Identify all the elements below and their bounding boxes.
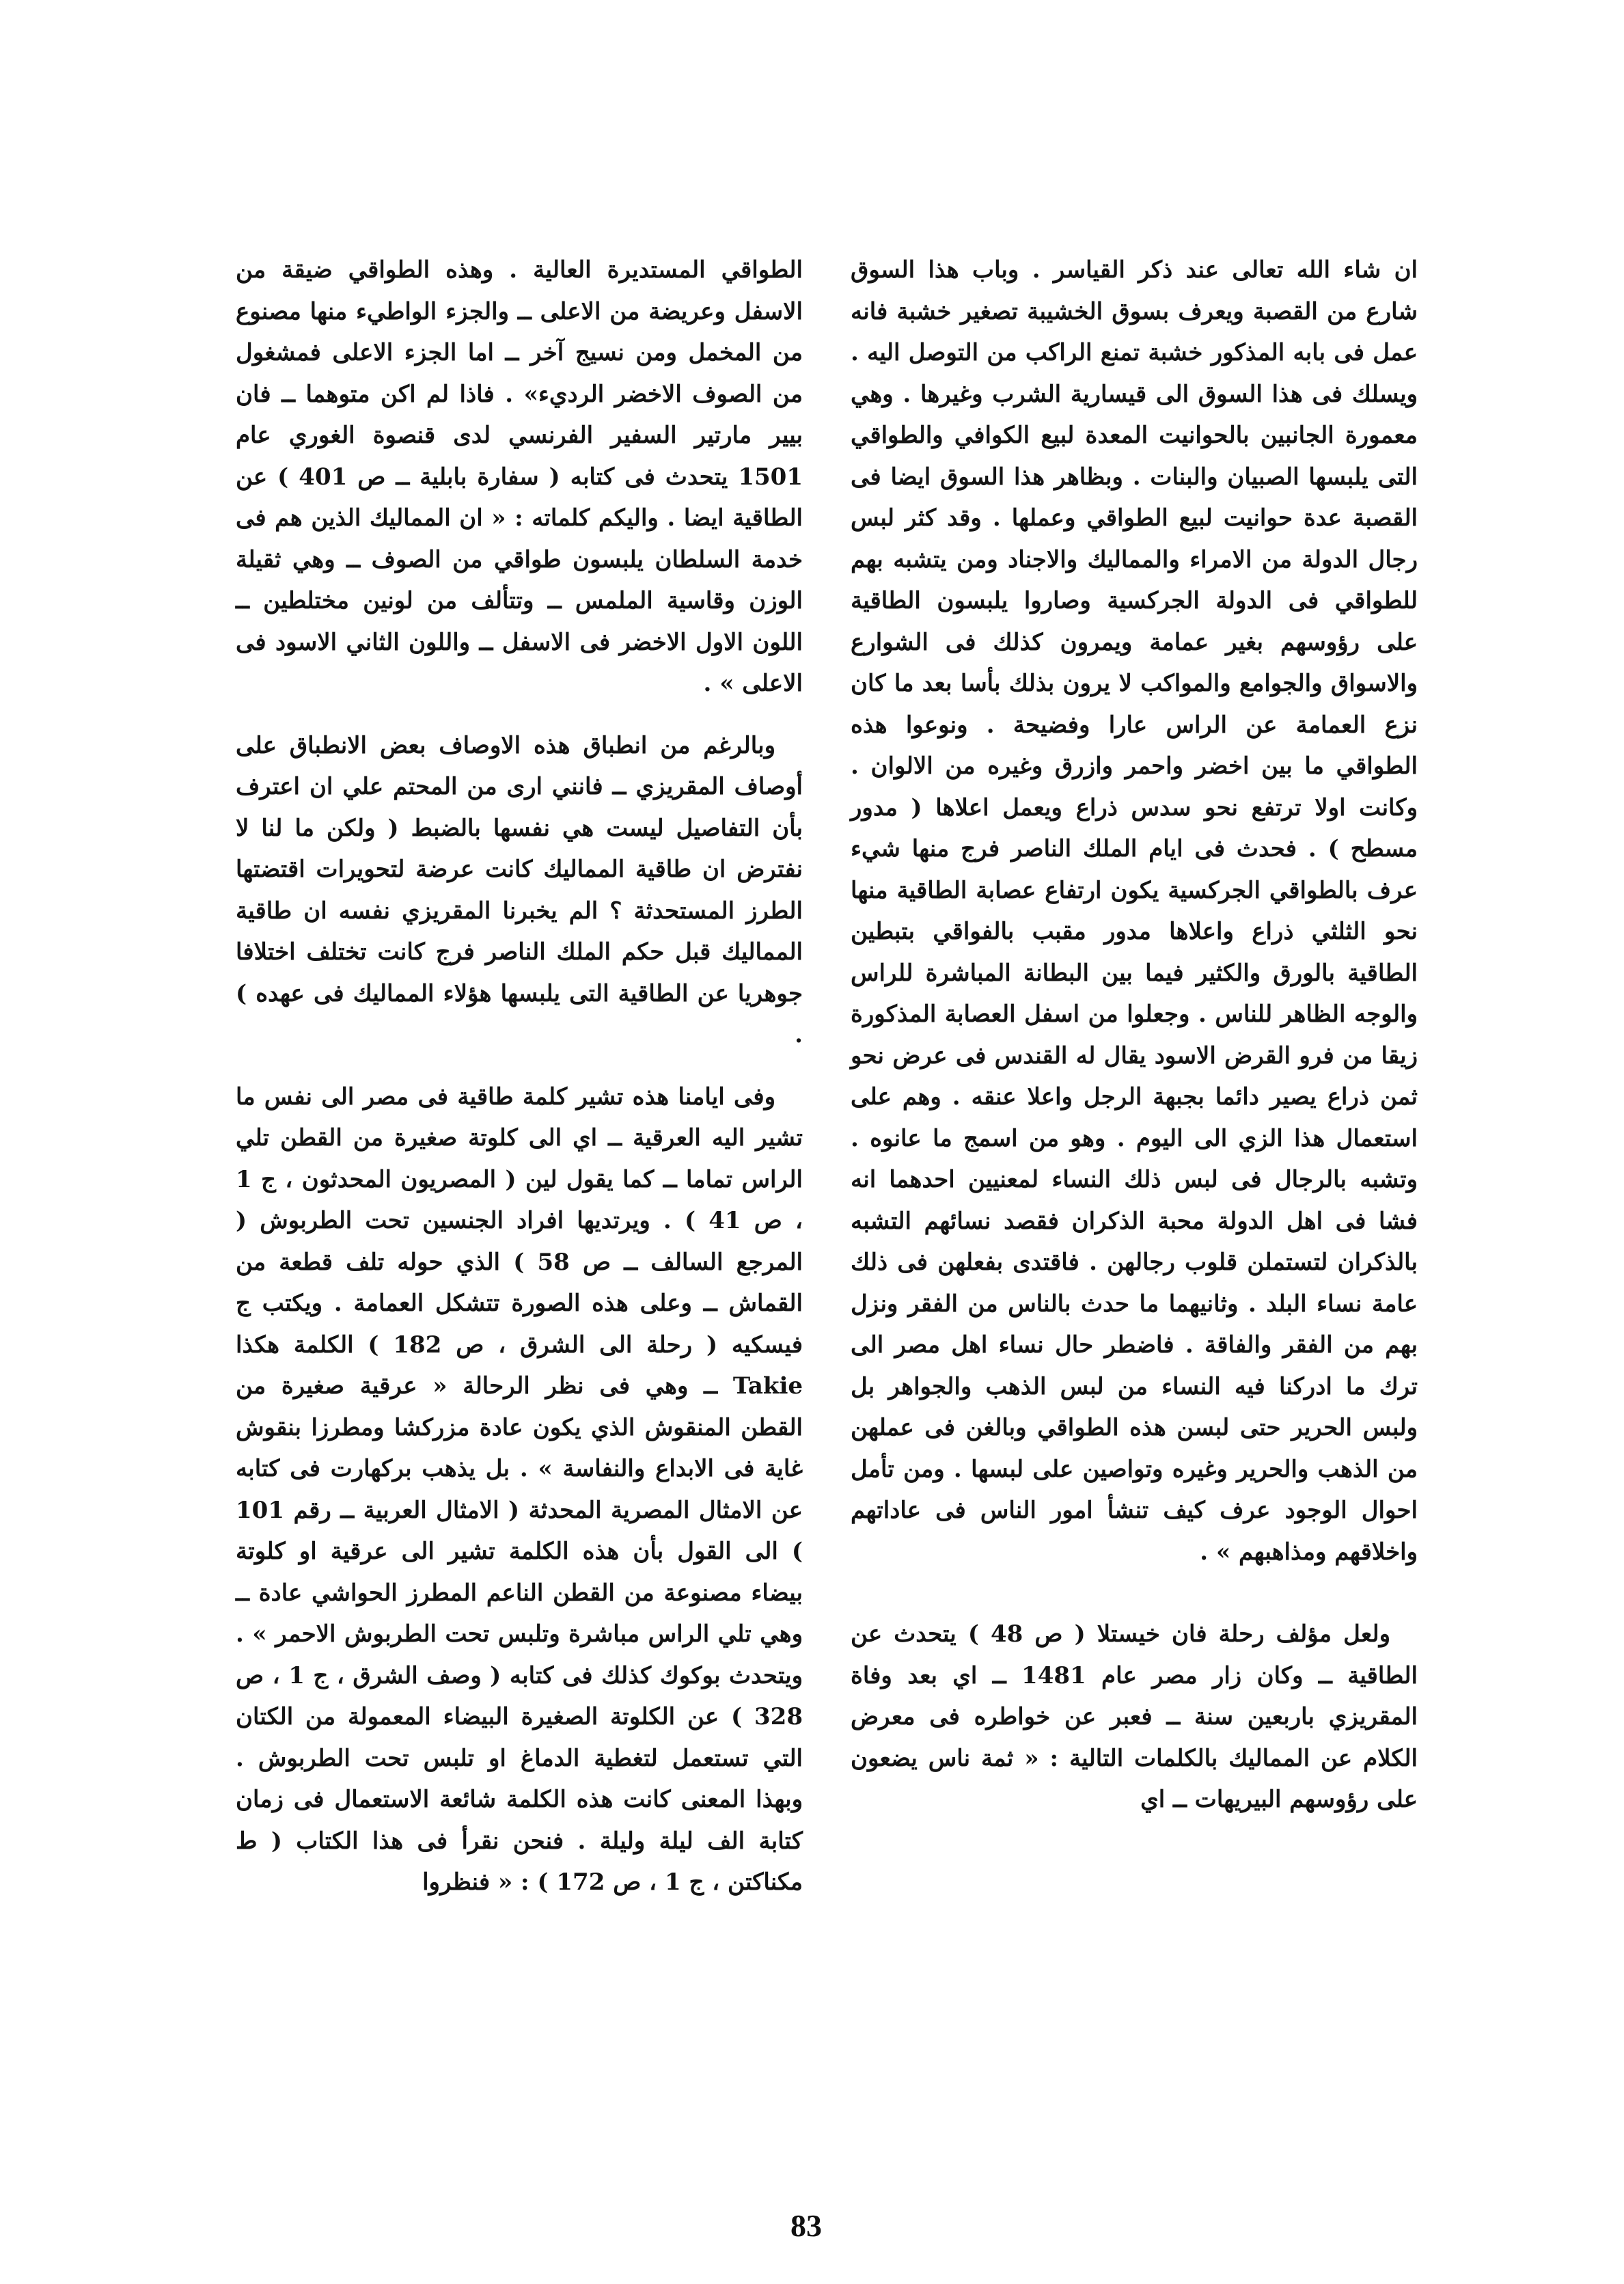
left-column — [236, 249, 803, 1903]
paragraph: وبالرغم من انطباق هذه الاوصاف بعض الانطباق على أوصاف المقريزي ــ فانني ارى من المحتم علي ان اعترف بأن التفاصيل ليست هي نفسها بالضبط ( ولكن ما لنا لا نفترض ان طاقية المماليك كانت عرضة لتحويرات اقتضتها الطرز المستحدثة ؟ الم يخبرنا المقريزي نفسه ان طاقية المماليك قبل حكم الملك الناصر فرج كانت تختلف اختلافا جوهريا عن الطاقية التى يلبسها هؤلاء المماليك فى عهده ) . — [236, 731, 803, 1048]
right-column — [851, 249, 1418, 1821]
paragraph: ولعل مؤلف رحلة فان خيستلا ( ص 48 ) يتحدث عن الطاقية ــ وكان زار مصر عام 1481 ــ اي بعد وفاة المقريزي باربعين سنة ــ فعبر عن خواطره فى معرض الكلام عن المماليك بالكلمات التالية : « ثمة ناس يضعون على رؤوسهم البيريهات ــ اي — [851, 1620, 1418, 1813]
page-number: 83 — [790, 2208, 822, 2243]
paragraph: الطواقي المستديرة العالية . وهذه الطواقي ضيقة من الاسفل وعريضة من الاعلى ــ والجزء الواطيء منها مصنوع من المخمل ومن نسيج آخر ــ اما الجزء الاعلى فمشغول من الصوف الاخضر الرديء» . فاذا لم اكن متوهما ــ فان بيير مارتير السفير الفرنسي لدى قنصوة الغوري عام 1501 يتحدث فى كتابه ( سفارة بابلية ــ ص 401 ) عن الطاقية ايضا . واليكم كلماته : « ان المماليك الذين هم فى خدمة السلطان يلبسون طواقي من الصوف ــ وهي ثقيلة الوزن وقاسية الملمس ــ وتتألف من لونين مختلطين ــ اللون الاول الاخضر فى الاسفل ــ واللون الثاني الاسود فى الاعلى » . — [236, 256, 803, 697]
paragraph: وفى ايامنا هذه تشير كلمة طاقية فى مصر الى نفس ما تشير اليه العرقية ــ اي الى كلوتة صغيرة من القطن تلي الراس تماما ــ كما يقول لين ( المصريون المحدثون ، ج 1 ، ص 41 ) . ويرتديها افراد الجنسين تحت الطربوش ( المرجع السالف ــ ص 58 ) الذي حوله تلف قطعة من القماش ــ وعلى هذه الصورة تتشكل العمامة . ويكتب ج فيسكيه ( رحلة الى الشرق ، ص 182 ) الكلمة هكذا Takie ــ وهي فى نظر الرحالة « عرقية صغيرة من القطن المنقوش الذي يكون عادة مزركشا ومطرزا بنقوش غاية فى الابداع والنفاسة » . بل يذهب بركهارت فى كتابه عن الامثال المصرية المحدثة ( الامثال العربية ــ رقم 101 ) الى القول بأن هذه الكلمة تشير الى عرقية او كلوتة بيضاء مصنوعة من القطن الناعم المطرز الحواشي عادة ــ وهي تلي الراس مباشرة وتلبس تحت الطربوش الاحمر » . ويتحدث بوكوك كذلك فى كتابه ( وصف الشرق ، ج 1 ، ص 328 ) عن الكلوتة الصغيرة البيضاء المعمولة من الكتان التي تستعمل لتغطية الدماغ او تلبس تحت الطربوش . وبهذا المعنى كانت هذه الكلمة شائعة الاستعمال فى زمان كتابة الف ليلة وليلة . فنحن نقرأ فى هذا الكتاب ( ط مكناكتن ، ج 1 ، ص 172 ) : « فنظروا — [236, 1083, 803, 1896]
paragraph: ان شاء الله تعالى عند ذكر القياسر . وباب هذا السوق شارع من القصبة ويعرف بسوق الخشيبة تصغير خشبة فانه عمل فى بابه المذكور خشبة تمنع الراكب من التوصل اليه . ويسلك فى هذا السوق الى قيسارية الشرب وغيرها . وهي معمورة الجانبين بالحوانيت المعدة لبيع الكوافي والطواقي التى يلبسها الصبيان والبنات . وبظاهر هذا السوق ايضا فى القصبة عدة حوانيت لبيع الطواقي وعملها . وقد كثر لبس رجال الدولة من الامراء والمماليك والاجناد ومن يتشبه بهم للطواقي فى الدولة الجركسية وصاروا يلبسون الطاقية على رؤوسهم بغير عمامة ويمرون كذلك فى الشوارع والاسواق والجوامع والمواكب لا يرون بذلك بأسا بعد ما كان نزع العمامة عن الراس عارا وفضيحة . ونوعوا هذه الطواقي ما بين اخضر واحمر وازرق وغيره من الالوان . وكانت اولا ترتفع نحو سدس ذراع ويعمل اعلاها ( مدور مسطح ) . فحدث فى ايام الملك الناصر فرج منها شيء عرف بالطواقي الجركسية يكون ارتفاع عصابة الطاقية منها نحو الثلثي ذراع واعلاها مدور مقبب بالفواقي بتبطين الطاقية بالورق والكثير فيما بين البطانة المباشرة للراس والوجه الظاهر للناس . وجعلوا من اسفل العصابة المذكورة زيقا من فرو القرض الاسود يقال له القندس فى عرض نحو ثمن ذراع يصير دائما بجبهة الرجل واعلا عنقه . وهم على استعمال هذا الزي الى اليوم . وهو من اسمج ما عانوه . وتشبه بالرجال فى لبس ذلك النساء لمعنيين احدهما انه فشا فى اهل الدولة محبة الذكران فقصد نسائهم التشبه بالذكران لتستملن قلوب رجالهن . فاقتدى بفعلهن فى ذلك عامة نساء البلد . وثانيهما ما حدث بالناس من الفقر ونزل بهم من الفقر والفاقة . فاضطر حال نساء اهل مصر الى ترك ما ادركنا فيه النساء من لبس الذهب والجواهر بل ولبس الحرير حتى لبسن هذه الطواقي وبالغن فى عملهن من الذهب والحرير وغيره وتواصين على لبسها . ومن تأمل احوال الوجود عرف كيف تنشأ امور الناس فى عاداتهم واخلاقهم ومذاهبهم » . — [851, 256, 1418, 1566]
